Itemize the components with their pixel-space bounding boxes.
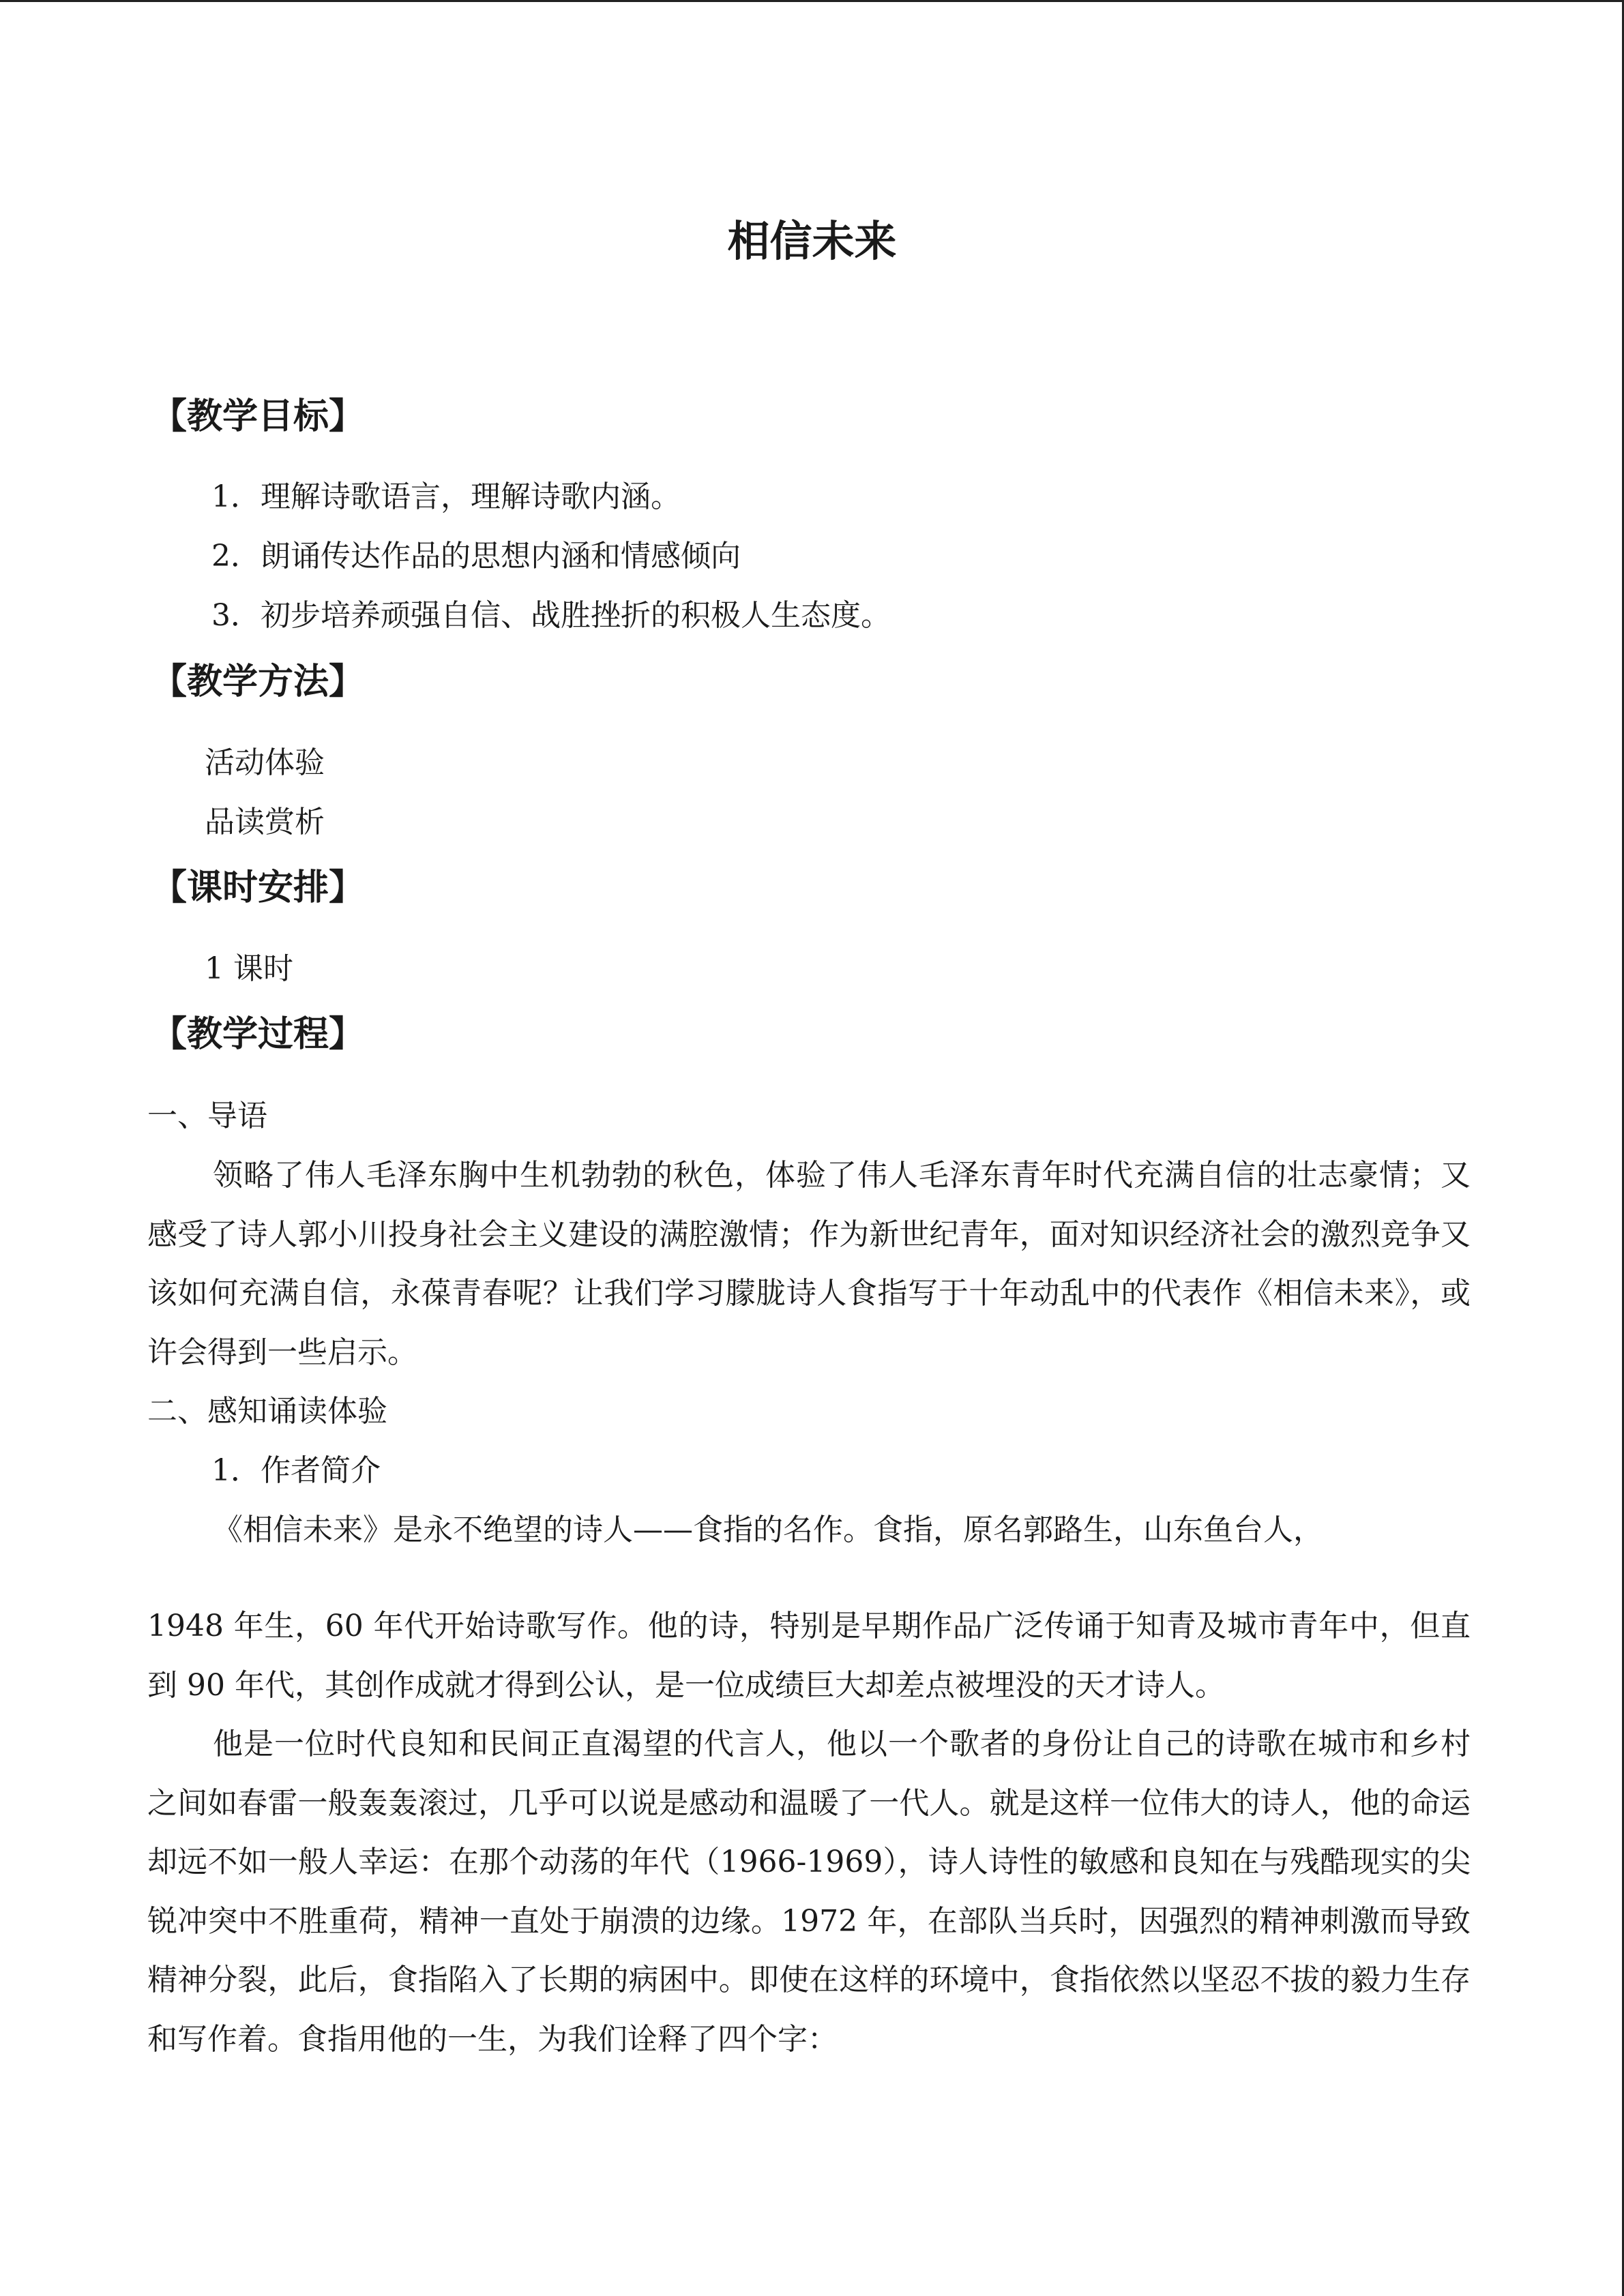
heading-teaching-goals: 【教学目标】 (151, 396, 365, 437)
goal-item-2: 2．朗诵传达作品的思想内涵和情感倾向 (211, 539, 741, 573)
author-intro-paragraph-2: 他是一位时代良知和民间正直渴望的代言人，他以一个歌者的身份让自己的诗歌在城市和乡村之间如春雷一般轰轰滚过，几乎可以说是感动和温暖了一代人。就是这样一位伟大的诗人，他的命运却远不如一般人幸运：在那个动荡的年代（1966-1969），诗人诗性的敏感和良知在与残酷现实的尖锐冲突中不胜重荷，精神一直处于崩溃的边缘。1972 年，在部队当兵时，因强烈的精神刺激而导致精神分裂，此后，食指陷入了长期的病困中。即使在这样的环境中，食指依然以坚忍不拔的毅力生存和写作着。食指用他的一生，为我们诠释了四个字： (147, 1727, 1471, 2057)
heading-class-schedule: 【课时安排】 (151, 867, 365, 908)
goal-item-3: 3．初步培养顽强自信、战胜挫折的积极人生态度。 (211, 598, 891, 633)
part2-title: 二、感知诵读体验 (147, 1394, 387, 1429)
sub1-title: 1．作者简介 (211, 1453, 381, 1488)
method-item-2: 品读赏析 (205, 805, 325, 839)
heading-teaching-methods: 【教学方法】 (151, 661, 365, 702)
part1-title: 一、导语 (147, 1099, 267, 1133)
goal-item-1: 1．理解诗歌语言，理解诗歌内涵。 (211, 479, 681, 514)
author-intro-line1: 《相信未来》是永不绝望的诗人——食指的名作。食指，原名郭路生，山东鱼台人， (213, 1512, 1323, 1547)
author-intro-paragraph-1: 1948 年生，60 年代开始诗歌写作。他的诗，特别是早期作品广泛传诵于知青及城市青年中，但直到 90 年代，其创作成就才得到公认，是一位成绩巨大却差点被埋没的天才诗人。 (147, 1609, 1471, 1703)
intro-paragraph: 领略了伟人毛泽东胸中生机勃勃的秋色，体验了伟人毛泽东青年时代充满自信的壮志豪情；又感受了诗人郭小川投身社会主义建设的满腔激情；作为新世纪青年，面对知识经济社会的激烈竞争又该如何充满自信，永葆青春呢？让我们学习朦胧诗人食指写于十年动乱中的代表作《相信未来》，或许会得到一些启示。 (147, 1158, 1471, 1370)
page-title: 相信未来 (727, 216, 897, 266)
heading-teaching-process: 【教学过程】 (151, 1014, 365, 1055)
schedule-item-1: 1 课时 (205, 951, 293, 986)
method-item-1: 活动体验 (205, 745, 325, 780)
